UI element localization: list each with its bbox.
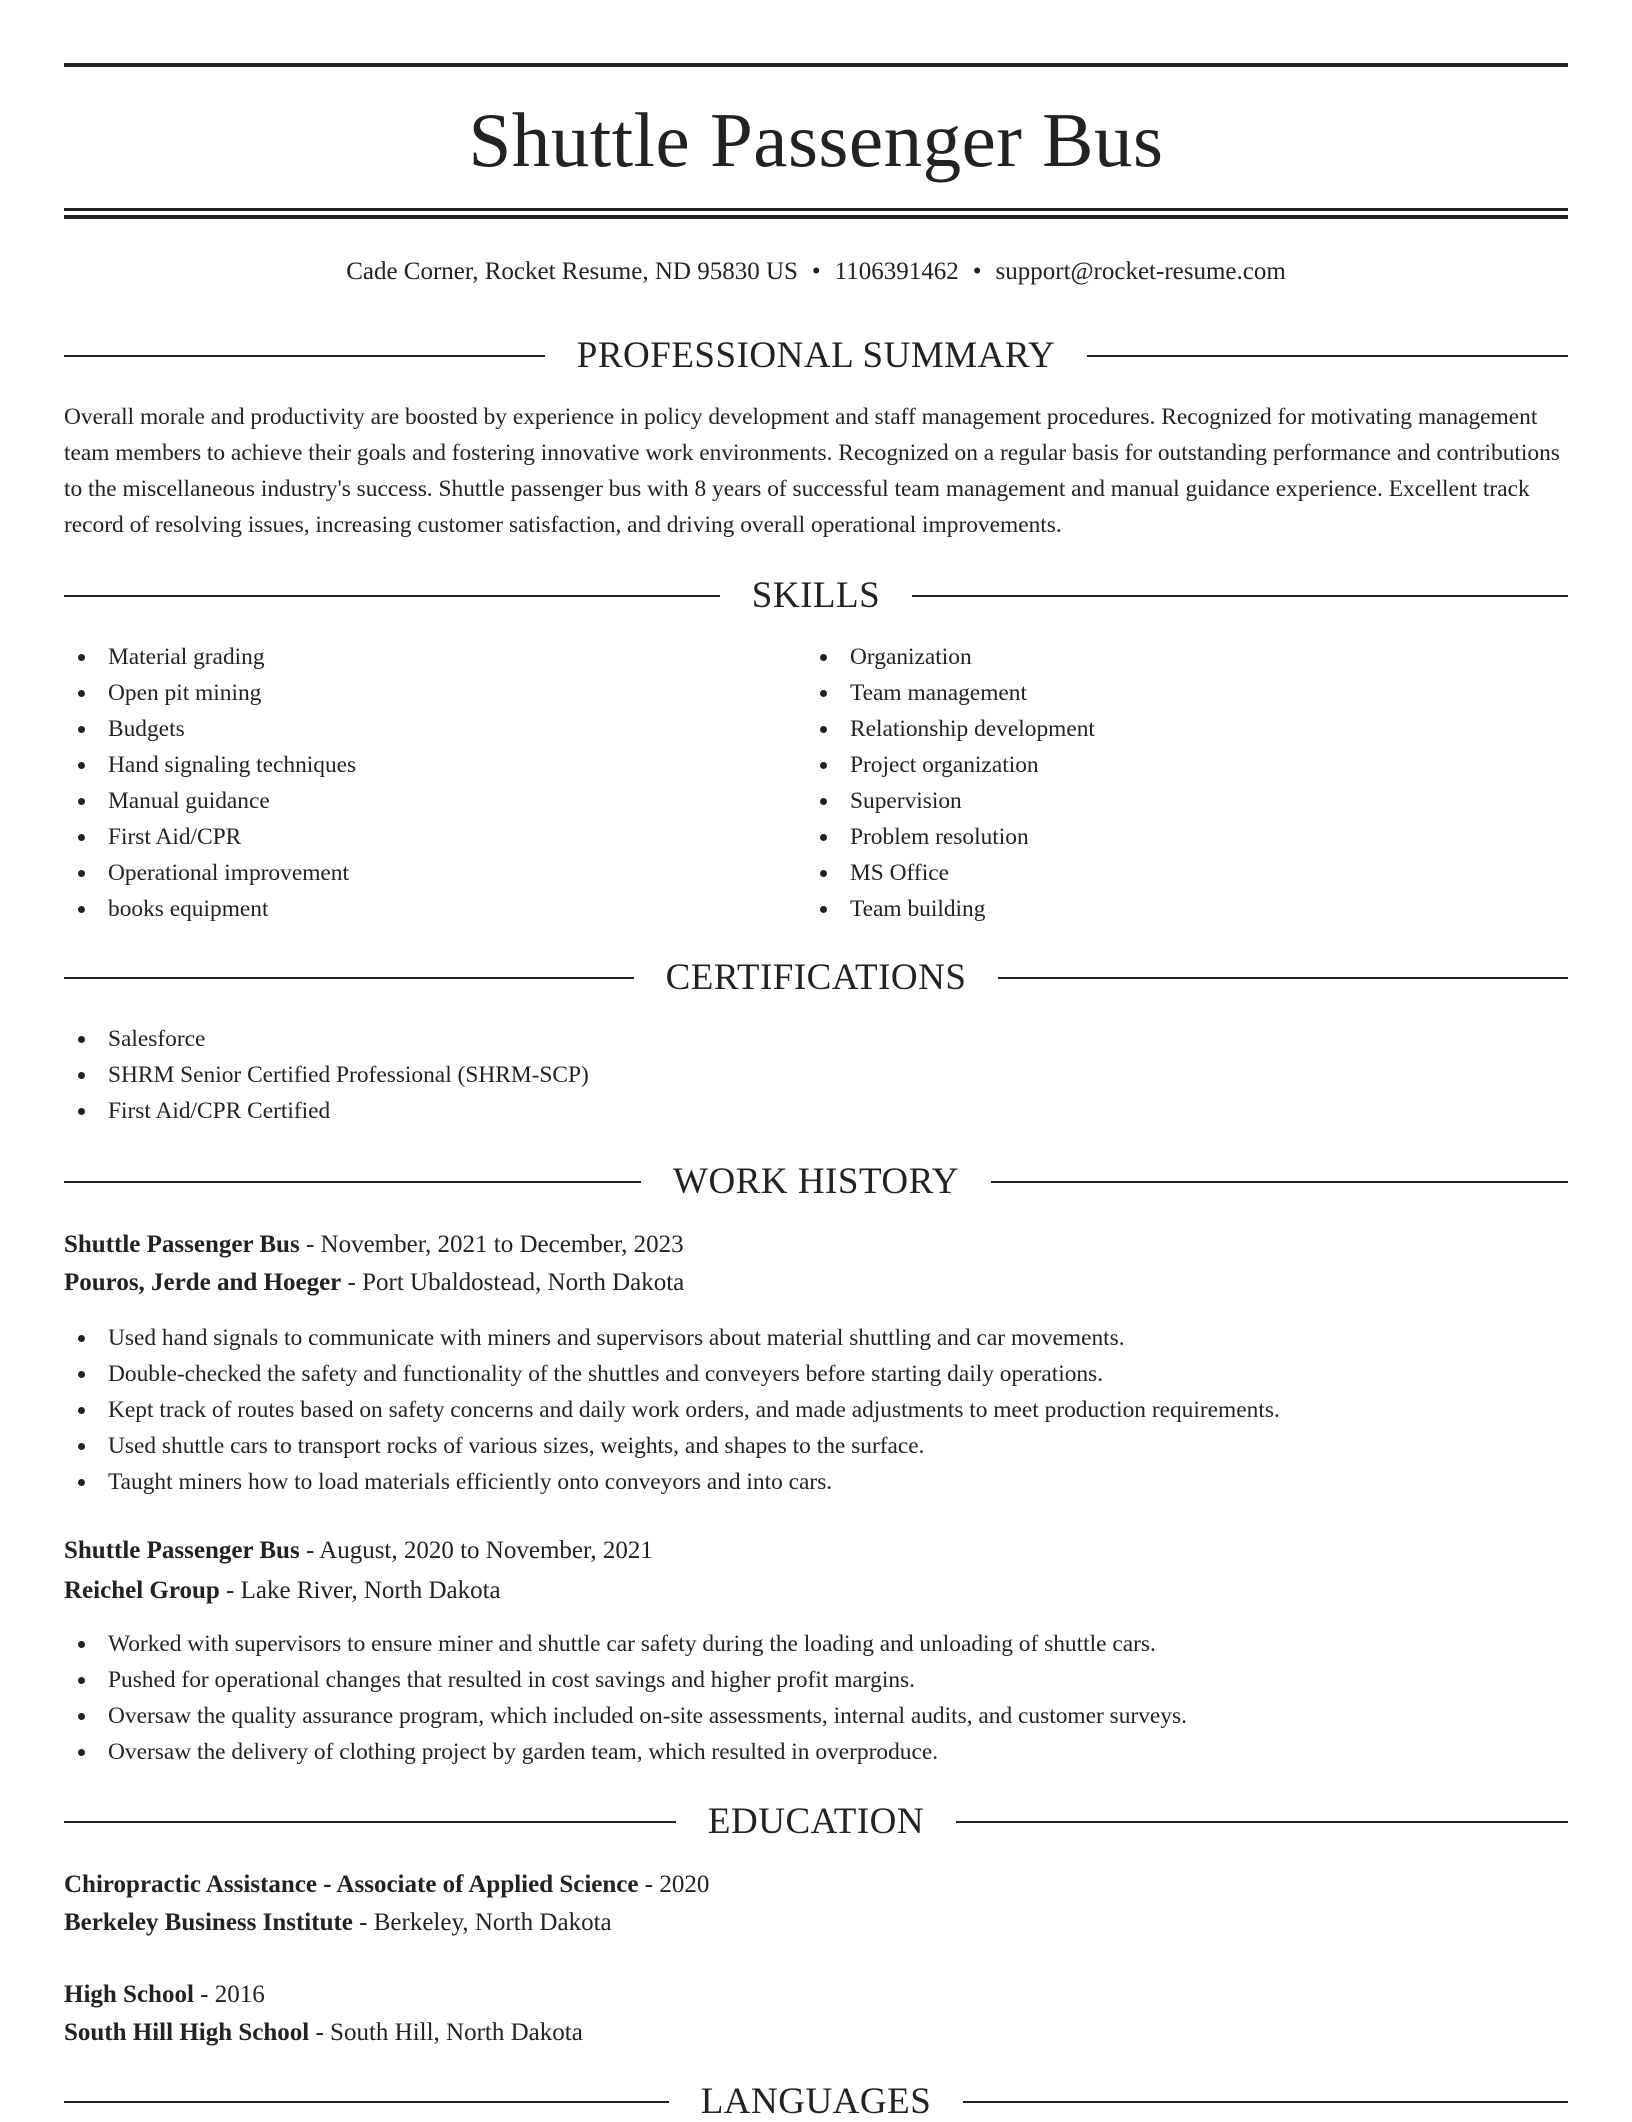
heading-rule bbox=[64, 2101, 669, 2103]
duty-item: Kept track of routes based on safety concerns and daily work orders, and made adjustments to meet production requirements. bbox=[64, 1392, 1568, 1428]
header-top-rule bbox=[64, 63, 1568, 67]
skill-item: Team building bbox=[806, 891, 1506, 927]
certification-item: First Aid/CPR Certified bbox=[64, 1093, 1568, 1129]
heading-rule bbox=[998, 977, 1568, 979]
skill-item: Supervision bbox=[806, 783, 1506, 819]
heading-rule bbox=[64, 1181, 641, 1183]
section-title: LANGUAGES bbox=[700, 2081, 932, 2122]
job-location: - Port Ubaldostead, North Dakota bbox=[341, 1269, 685, 1296]
duty-item: Oversaw the quality assurance program, which included on-site assessments, internal audits, and customer surveys. bbox=[64, 1698, 1568, 1734]
section-heading-languages bbox=[64, 2082, 1568, 2122]
duty-item: Worked with supervisors to ensure miner and shuttle car safety during the loading and unloading of shuttle cars. bbox=[64, 1626, 1568, 1662]
skill-item: Material grading bbox=[64, 639, 764, 675]
section-title: SKILLS bbox=[751, 575, 881, 616]
job-company: Reichel Group bbox=[64, 1577, 220, 1604]
skill-item: Team management bbox=[806, 675, 1506, 711]
section-heading-certifications bbox=[64, 958, 1568, 998]
skill-item: Open pit mining bbox=[64, 675, 764, 711]
job-dates: - November, 2021 to December, 2023 bbox=[299, 1231, 684, 1258]
resume-title: Shuttle Passenger Bus bbox=[468, 97, 1164, 183]
heading-rule bbox=[64, 977, 634, 979]
heading-rule bbox=[64, 355, 545, 357]
education-school-line bbox=[64, 1904, 1568, 1942]
skill-item: Operational improvement bbox=[64, 855, 764, 891]
duty-item: Pushed for operational changes that resulted in cost savings and higher profit margins. bbox=[64, 1662, 1568, 1698]
contact-line bbox=[64, 254, 1568, 290]
heading-rule bbox=[991, 1181, 1568, 1183]
section-title: CERTIFICATIONS bbox=[665, 957, 967, 998]
skill-item: Hand signaling techniques bbox=[64, 747, 764, 783]
skill-item: Relationship development bbox=[806, 711, 1506, 747]
education-degree: Chiropractic Assistance - Associate of Applied Science bbox=[64, 1871, 639, 1898]
job-company-line bbox=[64, 1264, 1568, 1302]
section-title: PROFESSIONAL SUMMARY bbox=[576, 335, 1056, 376]
duty-item: Oversaw the delivery of clothing project by garden team, which resulted in overproduce. bbox=[64, 1734, 1568, 1770]
skills-list-left bbox=[64, 639, 764, 927]
skill-item: First Aid/CPR bbox=[64, 819, 764, 855]
education-degree: High School bbox=[64, 1981, 194, 2008]
skill-item: Problem resolution bbox=[806, 819, 1506, 855]
heading-rule bbox=[956, 1821, 1568, 1823]
heading-rule bbox=[912, 595, 1568, 597]
section-heading-summary bbox=[64, 336, 1568, 376]
education-degree-line bbox=[64, 1866, 1568, 1904]
certification-item: SHRM Senior Certified Professional (SHRM-SCP) bbox=[64, 1057, 1568, 1093]
duty-item: Double-checked the safety and functionality of the shuttles and conveyers before starting daily operations. bbox=[64, 1356, 1568, 1392]
duty-item: Used hand signals to communicate with miners and supervisors about material shuttling and car movements. bbox=[64, 1320, 1568, 1356]
contact-phone: 1106391462 bbox=[834, 258, 959, 285]
section-title: WORK HISTORY bbox=[673, 1161, 959, 1202]
education-school: Berkeley Business Institute bbox=[64, 1909, 353, 1936]
skill-item: Manual guidance bbox=[64, 783, 764, 819]
contact-email[interactable]: support@rocket-resume.com bbox=[995, 258, 1286, 285]
job-company-line bbox=[64, 1572, 1568, 1610]
job-title-line bbox=[64, 1226, 1568, 1264]
summary-text: Overall morale and productivity are boosted by experience in policy development and staff management procedures. Recognized for motivating management team members to achieve their goals and fostering innovative work environments. Recognized on a regular basis for outstanding performance and contributions to the miscellaneous industry's success. Shuttle passenger bus with 8 years of successful team management and manual guidance experience. Excellent track record of resolving issues, increasing customer satisfaction, and driving overall operational improvements. bbox=[64, 404, 1560, 538]
job-location: - Lake River, North Dakota bbox=[219, 1577, 501, 1604]
job-title: Shuttle Passenger Bus bbox=[64, 1537, 300, 1564]
job-title: Shuttle Passenger Bus bbox=[64, 1231, 300, 1258]
skill-item: MS Office bbox=[806, 855, 1506, 891]
section-heading-education bbox=[64, 1802, 1568, 1842]
job-company: Pouros, Jerde and Hoeger bbox=[64, 1269, 342, 1296]
section-title: EDUCATION bbox=[707, 1801, 925, 1842]
section-heading-work-history bbox=[64, 1162, 1568, 1202]
job-title-line bbox=[64, 1532, 1568, 1570]
skill-item: Organization bbox=[806, 639, 1506, 675]
duty-item: Used shuttle cars to transport rocks of various sizes, weights, and shapes to the surface. bbox=[64, 1428, 1568, 1464]
contact-separator: • bbox=[811, 258, 821, 285]
header-double-rule bbox=[64, 208, 1568, 219]
section-heading-skills bbox=[64, 576, 1568, 616]
education-school-line bbox=[64, 2014, 1568, 2052]
job-duties-list bbox=[64, 1626, 1568, 1770]
duty-item: Taught miners how to load materials efficiently onto conveyors and into cars. bbox=[64, 1464, 1568, 1500]
skill-item: Budgets bbox=[64, 711, 764, 747]
education-location: - Berkeley, North Dakota bbox=[352, 1909, 612, 1936]
education-degree-line bbox=[64, 1976, 1568, 2014]
education-year: - 2020 bbox=[638, 1871, 710, 1898]
heading-rule bbox=[1087, 355, 1568, 357]
contact-address: Cade Corner, Rocket Resume, ND 95830 US bbox=[346, 258, 798, 285]
skill-item: Project organization bbox=[806, 747, 1506, 783]
job-duties-list bbox=[64, 1320, 1568, 1500]
education-year: - 2016 bbox=[193, 1981, 265, 2008]
education-school: South Hill High School bbox=[64, 2019, 310, 2046]
contact-separator: • bbox=[972, 258, 982, 285]
skill-item: books equipment bbox=[64, 891, 764, 927]
heading-rule bbox=[963, 2101, 1568, 2103]
certification-item: Salesforce bbox=[64, 1021, 1568, 1057]
certifications-list bbox=[64, 1021, 1568, 1129]
education-location: - South Hill, North Dakota bbox=[309, 2019, 583, 2046]
job-dates: - August, 2020 to November, 2021 bbox=[299, 1537, 653, 1564]
skills-list-right bbox=[806, 639, 1506, 927]
heading-rule bbox=[64, 595, 720, 597]
heading-rule bbox=[64, 1821, 676, 1823]
